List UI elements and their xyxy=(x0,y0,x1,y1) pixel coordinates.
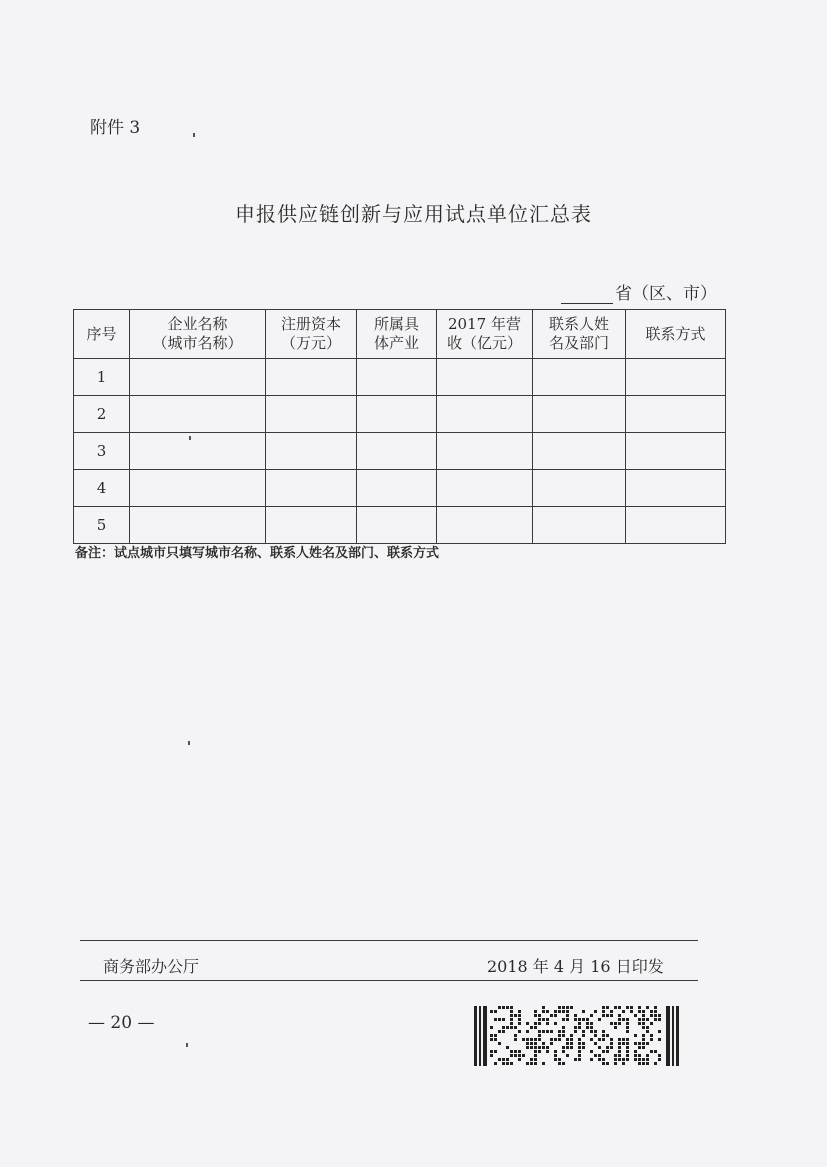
table-cell[interactable] xyxy=(437,507,533,544)
row-number: 1 xyxy=(74,359,130,396)
row-number: 3 xyxy=(74,433,130,470)
summary-table xyxy=(73,309,726,544)
table-cell[interactable] xyxy=(130,433,266,470)
barcode-icon xyxy=(474,1006,680,1066)
header-cell: 序号 xyxy=(74,310,130,359)
table-cell[interactable] xyxy=(626,507,726,544)
footer-bottom-rule xyxy=(80,980,698,981)
table-cell[interactable] xyxy=(357,507,437,544)
province-field xyxy=(561,279,717,304)
table-cell[interactable] xyxy=(533,470,626,507)
table-cell[interactable] xyxy=(266,507,357,544)
footer-top-rule xyxy=(80,940,698,941)
table-row xyxy=(74,507,726,544)
table-row xyxy=(74,470,726,507)
table-row xyxy=(74,359,726,396)
table-cell[interactable] xyxy=(266,359,357,396)
row-number: 2 xyxy=(74,396,130,433)
scan-speck xyxy=(189,436,191,440)
scan-speck xyxy=(193,133,195,137)
table-cell[interactable] xyxy=(130,359,266,396)
attachment-label: 附件 3 xyxy=(90,118,141,138)
table-cell[interactable] xyxy=(626,433,726,470)
table-cell[interactable] xyxy=(266,396,357,433)
table-cell[interactable] xyxy=(437,470,533,507)
print-date: 2018 年 4 月 16 日印发 xyxy=(487,957,664,976)
table-cell[interactable] xyxy=(437,359,533,396)
page-number: — 20 — xyxy=(88,1013,155,1033)
row-number: 4 xyxy=(74,470,130,507)
table-cell[interactable] xyxy=(437,396,533,433)
table-note: 备注：试点城市只填写城市名称、联系人姓名及部门、联系方式 xyxy=(75,546,440,561)
header-cell: 2017 年营 收（亿元） xyxy=(437,310,533,359)
table-row xyxy=(74,433,726,470)
table-cell[interactable] xyxy=(357,396,437,433)
table-cell[interactable] xyxy=(437,433,533,470)
header-cell: 所属具 体产业 xyxy=(357,310,437,359)
table-cell[interactable] xyxy=(357,433,437,470)
table-cell[interactable] xyxy=(357,470,437,507)
page-title: 申报供应链创新与应用试点单位汇总表 xyxy=(235,202,592,226)
table-cell[interactable] xyxy=(130,507,266,544)
header-cell: 企业名称 （城市名称） xyxy=(130,310,266,359)
scan-speck xyxy=(186,1043,188,1047)
table-cell[interactable] xyxy=(130,470,266,507)
header-cell: 联系方式 xyxy=(626,310,726,359)
table-cell[interactable] xyxy=(533,507,626,544)
table-cell[interactable] xyxy=(533,396,626,433)
header-cell: 联系人姓 名及部门 xyxy=(533,310,626,359)
table-cell[interactable] xyxy=(533,359,626,396)
issuing-office: 商务部办公厅 xyxy=(103,957,200,976)
table-cell[interactable] xyxy=(533,433,626,470)
table-cell[interactable] xyxy=(266,433,357,470)
table-cell[interactable] xyxy=(266,470,357,507)
table-row xyxy=(74,396,726,433)
table-cell[interactable] xyxy=(357,359,437,396)
province-blank-line[interactable] xyxy=(561,287,613,304)
table-cell[interactable] xyxy=(626,470,726,507)
table-cell[interactable] xyxy=(626,396,726,433)
province-suffix: 省（区、市） xyxy=(615,284,717,304)
header-cell: 注册资本 （万元） xyxy=(266,310,357,359)
header-row xyxy=(74,310,726,359)
table-cell[interactable] xyxy=(626,359,726,396)
scan-speck xyxy=(188,741,190,745)
row-number: 5 xyxy=(74,507,130,544)
table-cell[interactable] xyxy=(130,396,266,433)
